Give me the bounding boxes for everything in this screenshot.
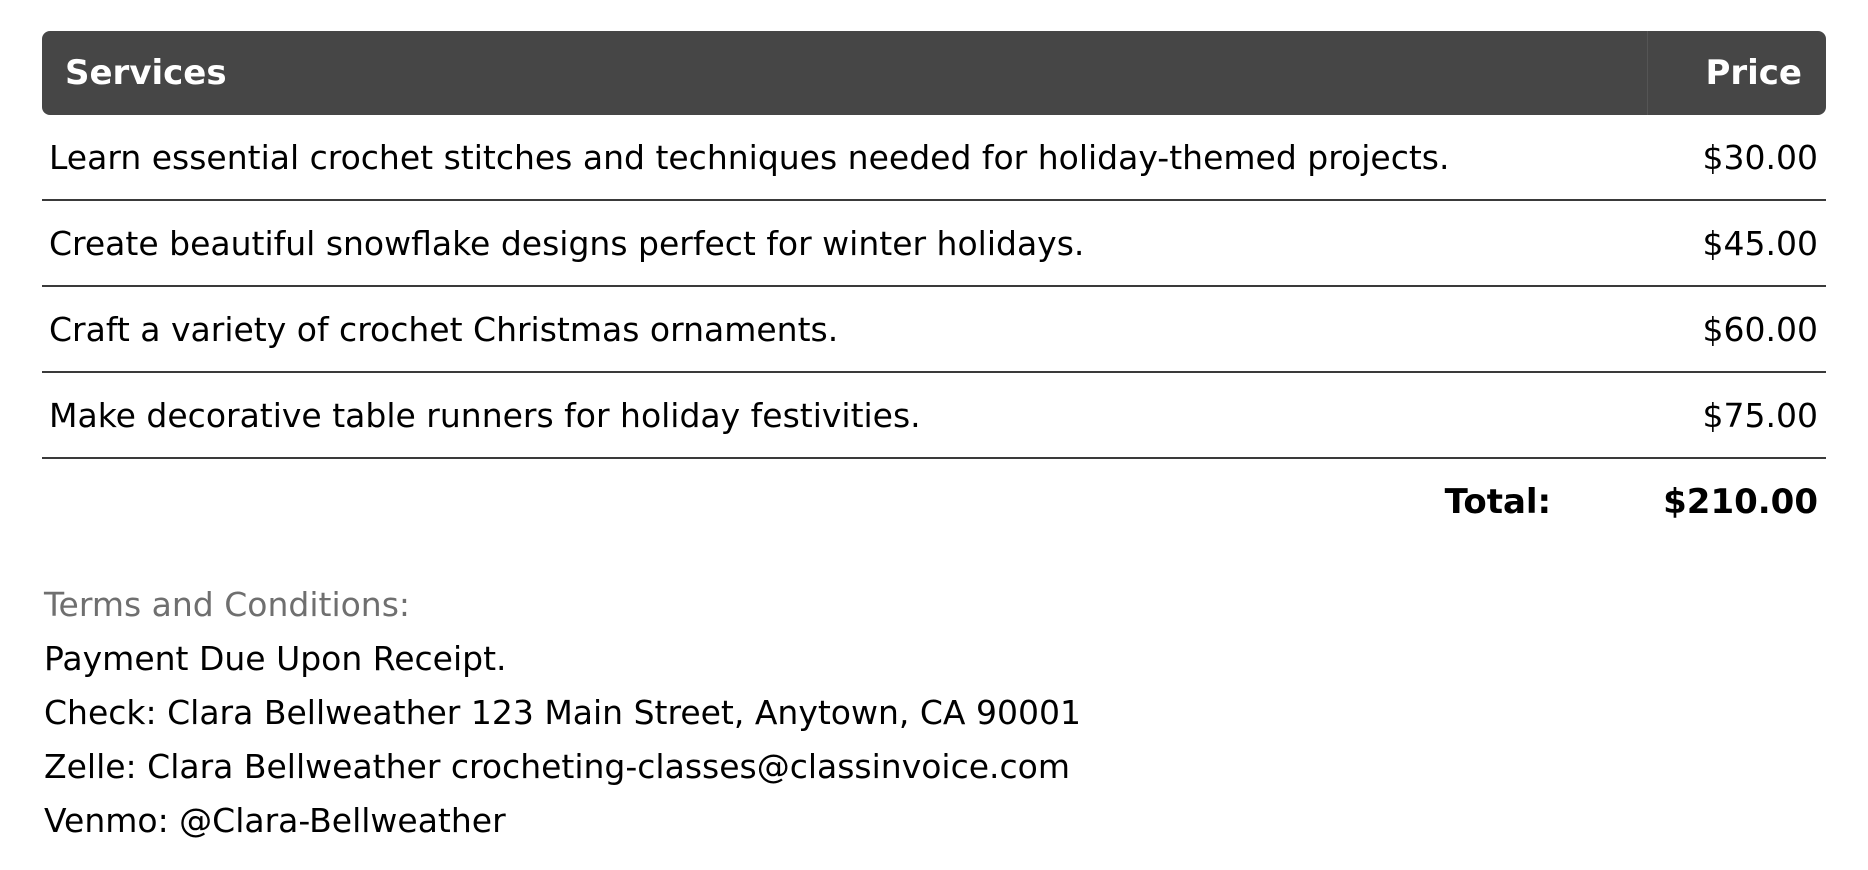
- payment-due-line: Payment Due Upon Receipt.: [44, 639, 507, 678]
- service-description: Craft a variety of crochet Christmas ornaments.: [49, 309, 839, 349]
- service-description: Make decorative table runners for holiday festivities.: [49, 395, 921, 435]
- total-label: Total:: [1444, 482, 1552, 522]
- services-column-header: Services: [65, 53, 227, 93]
- check-payment-line: Check: Clara Bellweather 123 Main Street, Anytown, CA 90001: [44, 693, 1081, 732]
- total-value: $210.00: [1663, 482, 1818, 522]
- table-header: [42, 31, 1826, 115]
- service-price: $75.00: [1702, 395, 1818, 435]
- service-description: Learn essential crochet stitches and techniques needed for holiday-themed projects.: [49, 137, 1450, 177]
- service-price: $60.00: [1702, 309, 1818, 349]
- service-price: $45.00: [1702, 223, 1818, 263]
- table-row: [42, 115, 1826, 201]
- venmo-payment-line: Venmo: @Clara-Bellweather: [44, 801, 506, 840]
- table-row: [42, 373, 1826, 459]
- service-price: $30.00: [1702, 137, 1818, 177]
- terms-title: Terms and Conditions:: [44, 585, 411, 624]
- terms-and-conditions: [44, 578, 1081, 848]
- table-row: [42, 287, 1826, 373]
- services-table: [42, 31, 1826, 545]
- service-description: Create beautiful snowflake designs perfect for winter holidays.: [49, 223, 1085, 263]
- price-column-header: Price: [1647, 31, 1826, 115]
- total-row: [42, 459, 1826, 545]
- table-row: [42, 201, 1826, 287]
- zelle-payment-line: Zelle: Clara Bellweather crocheting-classes@classinvoice.com: [44, 747, 1071, 786]
